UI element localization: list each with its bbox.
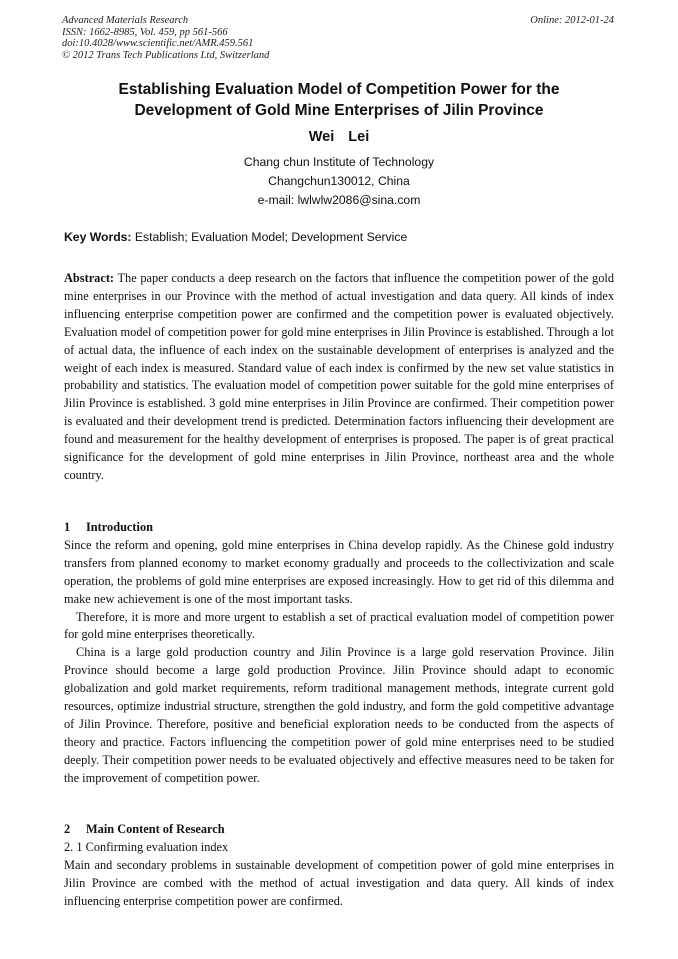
keywords-label: Key Words: [64,230,132,244]
abstract-text: The paper conducts a deep research on the factors that influence the competition power of the gold mine enterprises in our Province with the method of actual investigation and data query. All kinds of index influencing enterprise competition power are confirmed and the competition power is evaluated objectively. Evaluation model of competition power for gold mine enterprises in Jilin Province is established. Through a lot of actual data, the influence of each index on the sustainable development of enterprises is analyzed and the weight of each index is measured. Standard value of each index is confirmed by the new set value statistics in probability and statistics. The evaluation model of competition power suitable for the gold mine enterprises of Jilin Province is established. 3 gold mine enterprises in Jilin Province are confirmed. Their competition power is evaluated and their development trend is predicted. Determination factors influencing their development are found and measurement for the healthy development of enterprises is proposed. The paper is of great practical significance for the development of gold mine enterprises in Jilin Province, northeast area and the whole country. [64,271,614,482]
section-main-content [64,821,614,911]
paragraph: Since the reform and opening, gold mine enterprises in China develop rapidly. As the Chinese gold industry transfers from planned economy to market economy gradually and proceeds to the collectivization and scale operation, the problems of gold mine enterprises are exposed increasingly. How to get rid of this dilemma and make new achievement is one of the most important tasks. [64,537,614,606]
paper-title [64,79,614,121]
section-introduction [64,519,614,788]
section-heading [64,519,614,537]
keywords [64,229,614,246]
section-title: Introduction [86,520,153,534]
running-header [62,15,614,61]
paragraph: Main and secondary problems in sustainable development of competition power of gold mine enterprises in Jilin Province are combed with the method of actual investigation and data query. All kinds of index influencing enterprise competition power are confirmed. [64,857,614,908]
title-line-2: Development of Gold Mine Enterprises of Jilin Province [134,102,544,119]
affiliation [64,153,614,210]
email: e-mail: lwlwlw2086@sina.com [257,193,421,207]
subsection-heading: 2. 1 Confirming evaluation index [64,839,229,854]
issn-line: ISSN: 1662-8985, Vol. 459, pp 561-566 [62,26,228,38]
author-name: Wei Lei [308,129,370,145]
publication-info [62,15,269,61]
section-heading [64,821,614,839]
section-number: 1 [64,520,71,534]
journal-name: Advanced Materials Research [62,15,189,26]
institute: Chang chun Institute of Technology [243,155,435,169]
paragraph: China is a large gold production country and Jilin Province is a large gold reservation Province. Jilin Province should become a large gold production Province. Jilin Province should adapt to economic globalization and gold market requirements, reform traditional management methods, integrate current gold resources, optimize industrial structure, strengthen the gold industry, and form the gold competitive advantage of Jilin Province. Therefore, positive and beneficial exploration needs to be conducted from the aspects of theory and practice. Factors influencing the competition power of gold mine enterprises need to be studied deeply. Their competition power needs to be evaluated objectively and effective measures need to be taken for the improvement of competition power. [64,645,614,785]
abstract [64,270,614,485]
copyright-line: © 2012 Trans Tech Publications Ltd, Switzerland [62,49,270,61]
online-date: Online: 2012-01-24 [530,15,614,26]
city: Changchun130012, China [268,174,410,188]
paragraph: Therefore, it is more and more urgent to establish a set of practical evaluation model of competition power for gold mine enterprises theoretically. [64,609,614,642]
doi-line: doi:10.4028/www.scientific.net/AMR.459.561 [62,38,254,49]
abstract-label: Abstract: [64,271,115,285]
keywords-text: Establish; Evaluation Model; Development Service [134,230,408,244]
section-title: Main Content of Research [86,822,225,836]
title-line-1: Establishing Evaluation Model of Competition Power for the [118,81,560,98]
section-number: 2 [64,822,71,836]
